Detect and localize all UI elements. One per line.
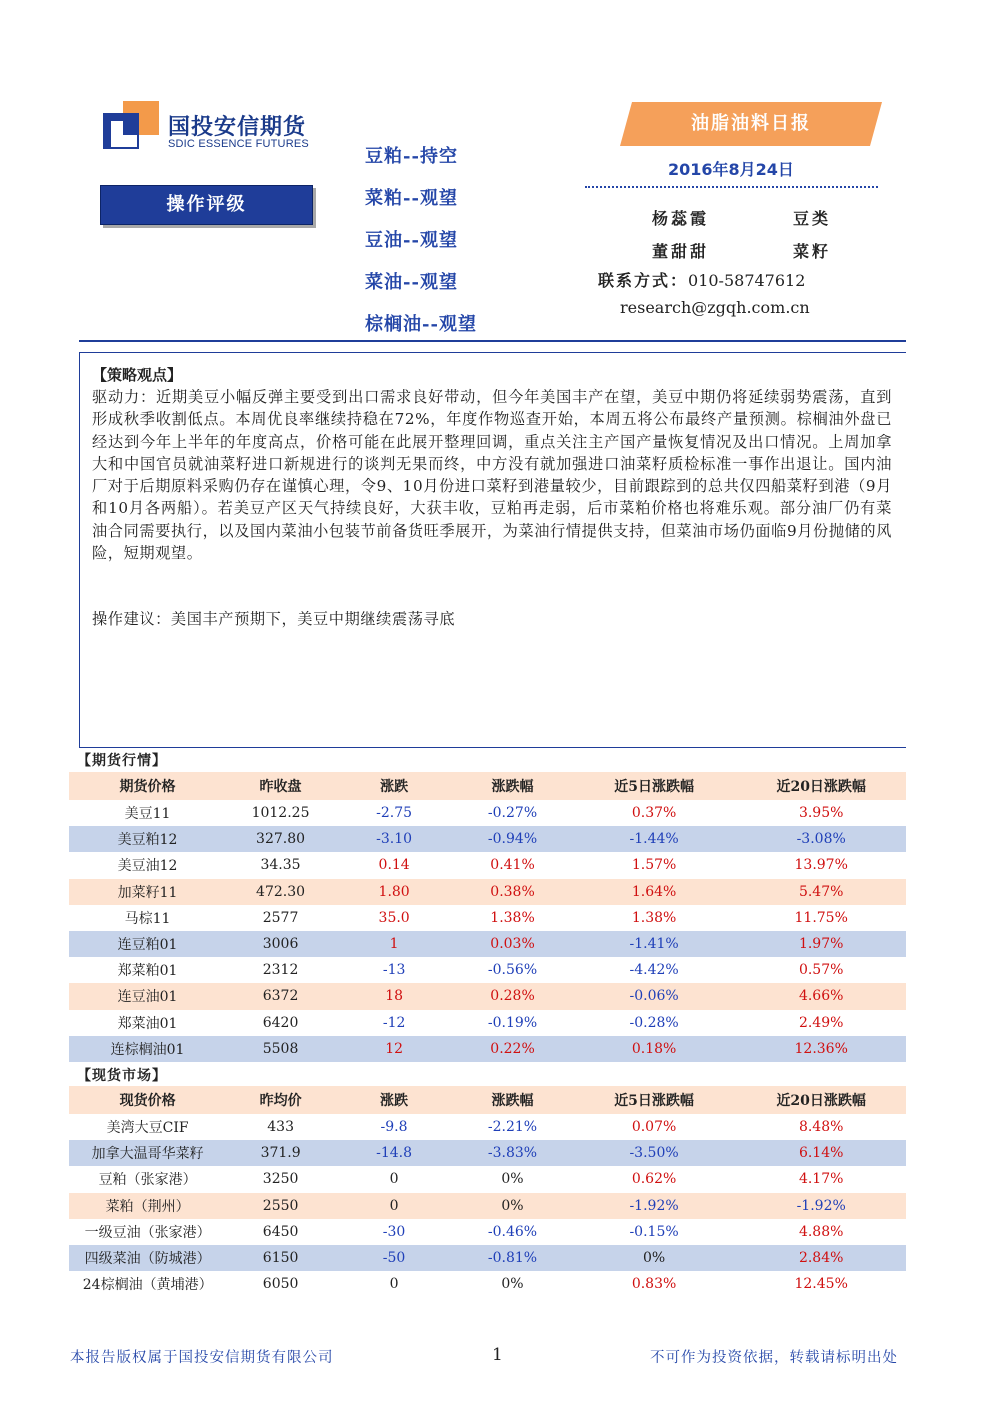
table-row <box>69 1114 906 1140</box>
table-cell: 0.38% <box>453 879 572 905</box>
instrument-name: 一级豆油（张家港） <box>84 1224 211 1241</box>
table-row <box>69 852 906 878</box>
instrument-name: 24棕榈油（黄埔港） <box>82 1277 213 1294</box>
table-cell: 6372 <box>226 983 335 1009</box>
table-cell: 0 <box>389 1276 399 1293</box>
column-header: 近20日涨跌幅 <box>736 1086 906 1114</box>
table-cell: 12.36% <box>736 1036 906 1062</box>
table-row <box>69 879 906 905</box>
table-cell: 1.64% <box>572 879 737 905</box>
instrument-name: 加菜籽11 <box>69 879 226 905</box>
table-row <box>69 1036 906 1062</box>
table-row <box>69 1219 906 1245</box>
contact-label: 联系方式： <box>598 271 689 290</box>
table-cell: -0.19% <box>487 1014 538 1031</box>
header-separator <box>79 340 906 342</box>
table-row <box>69 1010 906 1036</box>
table-cell: -3.08% <box>736 826 906 852</box>
rating-rapeseed-meal: 菜粕--观望 <box>365 188 458 209</box>
table-cell: -0.06% <box>572 983 737 1009</box>
table-cell: 0% <box>501 1276 524 1293</box>
futures-table <box>69 772 906 1062</box>
table-cell: 0.14 <box>378 857 410 874</box>
instrument-name: 美湾大豆CIF <box>106 1120 189 1137</box>
instrument-name: 美豆油12 <box>117 858 178 875</box>
table-cell: -4.42% <box>629 962 679 979</box>
report-date: 2016年8月24日 <box>668 160 794 179</box>
instrument-name: 连棕榈油01 <box>69 1036 226 1062</box>
table-cell: 0.28% <box>453 983 572 1009</box>
table-cell: 11.75% <box>794 909 848 926</box>
table-cell: 1.57% <box>631 857 677 874</box>
strategy-heading: 【策略观点】 <box>92 366 183 384</box>
rating-soy-oil: 豆油--观望 <box>365 230 458 251</box>
table-row <box>69 957 906 983</box>
table-cell: 1 <box>335 931 453 957</box>
instrument-name: 郑菜粕01 <box>117 963 178 980</box>
table-cell: -0.27% <box>487 805 538 822</box>
table-cell: -1.92% <box>736 1193 906 1219</box>
table-cell: 3.95% <box>798 805 844 822</box>
table-cell: 3006 <box>226 931 335 957</box>
table-cell: 2312 <box>262 962 299 979</box>
instrument-name: 四级菜油（防城港） <box>69 1245 226 1271</box>
logo-text-en: SDIC ESSENCE FUTURES <box>168 138 309 150</box>
table-cell: -1.44% <box>572 826 737 852</box>
table-cell: 6450 <box>262 1223 299 1240</box>
strategy-body: 驱动力：近期美豆小幅反弹主要受到出口需求良好带动，但今年美国丰产在望，美豆中期仍将延续弱势震荡，直到形成秋季收割低点。本周优良率继续持稳在72%，年度作物巡查开始，本周五将公布最终产量预测。棕榈油外盘已经达到今年上半年的年度高点，价格可能在此展开整理回调，重点关注主产国产量恢复情况及出口情况。上周加拿大和中国官员就油菜籽进口新规进行的谈判无果而终，中方没有就加强进口油菜籽质检标准一事作出退让。国内油厂对于后期原料采购仍存在谨慎心理，令9、10月份进口菜籽到港量较少，目前跟踪到的总共仅四船菜籽到港（9月和10月各两船）。若美豆产区天气持续良好，大获丰收，豆粕再走弱，后市菜粕价格也将难乐观。部分油厂仍有菜油合同需要执行，以及国内菜油小包装节前备货旺季展开，为菜油行情提供支持，但菜油市场仍面临9月份抛储的风险，短期观望。 <box>92 388 892 563</box>
table-cell: 472.30 <box>226 879 335 905</box>
column-header: 涨跌 <box>335 1086 453 1114</box>
table-cell: 5508 <box>226 1036 335 1062</box>
table-cell: 35.0 <box>378 909 410 926</box>
table-row <box>69 905 906 931</box>
table-cell: 433 <box>267 1119 294 1136</box>
column-header: 期货价格 <box>69 772 226 800</box>
table-cell: 8.48% <box>798 1119 844 1136</box>
table-cell: 1012.25 <box>251 805 310 822</box>
strategy-advice: 操作建议：美国丰产预期下，美豆中期继续震荡寻底 <box>92 610 456 628</box>
table-cell: 0.07% <box>631 1119 677 1136</box>
futures-section-title: 【期货行情】 <box>77 753 167 769</box>
footer-disclaimer: 不可作为投资依据，转载请标明出处 <box>650 1350 898 1366</box>
table-row <box>69 983 906 1009</box>
table-cell: 0 <box>335 1193 453 1219</box>
table-row <box>69 1271 906 1297</box>
table-cell: 1.38% <box>490 909 535 926</box>
contact-phone: 010-58747612 <box>688 271 806 290</box>
table-cell: 0.18% <box>572 1036 737 1062</box>
table-cell: 1.97% <box>736 931 906 957</box>
table-cell: 0 <box>389 1171 399 1188</box>
table-cell: 1.38% <box>631 909 677 926</box>
instrument-name: 美豆粕12 <box>69 826 226 852</box>
table-row <box>69 1193 906 1219</box>
table-cell: -12 <box>382 1014 406 1031</box>
table-cell: 371.9 <box>226 1140 335 1166</box>
spot-table <box>69 1086 906 1297</box>
instrument-name: 豆粕（张家港） <box>98 1172 197 1189</box>
table-cell: 6150 <box>226 1245 335 1271</box>
report-title: 油脂油料日报 <box>691 113 811 134</box>
instrument-name: 美豆11 <box>124 806 171 823</box>
table-cell: 0.57% <box>798 962 844 979</box>
column-header: 昨均价 <box>226 1086 335 1114</box>
column-header: 涨跌 <box>335 772 453 800</box>
contact-info <box>598 268 805 291</box>
table-cell: -0.28% <box>629 1014 679 1031</box>
author-name: 杨蕊霞 <box>652 209 710 228</box>
table-row <box>69 800 906 826</box>
author-name: 董甜甜 <box>652 242 710 261</box>
table-cell: -13 <box>382 962 406 979</box>
instrument-name: 加拿大温哥华菜籽 <box>69 1140 226 1166</box>
table-cell: 2.84% <box>736 1245 906 1271</box>
rating-rapeseed-oil: 菜油--观望 <box>365 272 458 293</box>
instrument-name: 连豆粕01 <box>69 931 226 957</box>
table-cell: 3250 <box>262 1171 299 1188</box>
table-cell: 4.17% <box>798 1171 844 1188</box>
table-cell: 13.97% <box>794 857 848 874</box>
table-cell: 4.88% <box>798 1223 844 1240</box>
table-cell: -0.56% <box>487 962 538 979</box>
table-cell: 0.03% <box>453 931 572 957</box>
table-cell: -2.75 <box>376 805 413 822</box>
spot-section-title: 【现货市场】 <box>77 1068 167 1084</box>
table-cell: -0.46% <box>487 1223 538 1240</box>
table-cell: 0.22% <box>453 1036 572 1062</box>
table-cell: 6050 <box>262 1276 299 1293</box>
table-cell: -0.81% <box>453 1245 572 1271</box>
table-cell: 2577 <box>262 909 299 926</box>
column-header: 现货价格 <box>69 1086 226 1114</box>
instrument-name: 连豆油01 <box>69 983 226 1009</box>
table-row <box>69 826 906 852</box>
table-cell: -14.8 <box>335 1140 453 1166</box>
table-cell: 12.45% <box>794 1276 848 1293</box>
table-cell: 4.66% <box>736 983 906 1009</box>
table-cell: 0.41% <box>490 857 535 874</box>
table-row <box>69 1140 906 1166</box>
table-cell: 34.35 <box>260 857 301 874</box>
table-cell: -50 <box>335 1245 453 1271</box>
rating-soymeal: 豆粕--持空 <box>365 146 458 167</box>
table-cell: 5.47% <box>736 879 906 905</box>
table-cell: -2.21% <box>487 1119 538 1136</box>
table-cell: -3.10 <box>335 826 453 852</box>
logo-text-cn: 国投安信期货 <box>168 115 307 140</box>
table-cell: 1.80 <box>335 879 453 905</box>
table-cell: -1.92% <box>572 1193 737 1219</box>
table-cell: -1.41% <box>572 931 737 957</box>
column-header: 涨跌幅 <box>453 1086 572 1114</box>
table-cell: 2.49% <box>798 1014 844 1031</box>
table-cell: -9.8 <box>380 1119 408 1136</box>
dotted-divider <box>585 186 878 188</box>
column-header: 涨跌幅 <box>453 772 572 800</box>
column-header: 近5日涨跌幅 <box>572 1086 737 1114</box>
contact-email: research@zgqh.com.cn <box>620 298 810 317</box>
table-cell: 6420 <box>262 1014 299 1031</box>
instrument-name: 菜粕（荆州） <box>69 1193 226 1219</box>
table-row <box>69 1166 906 1192</box>
rating-label-box: 操作评级 <box>100 185 313 225</box>
table-cell: 327.80 <box>226 826 335 852</box>
column-header: 近20日涨跌幅 <box>736 772 906 800</box>
table-cell: 0% <box>572 1245 737 1271</box>
author-field: 菜籽 <box>793 242 832 261</box>
author-field: 豆类 <box>793 209 832 228</box>
page-number: 1 <box>492 1345 503 1365</box>
table-cell: 18 <box>335 983 453 1009</box>
table-cell: 6.14% <box>736 1140 906 1166</box>
column-header: 昨收盘 <box>226 772 335 800</box>
table-cell: 0% <box>501 1171 524 1188</box>
table-cell: -30 <box>382 1223 406 1240</box>
table-cell: -0.15% <box>629 1223 679 1240</box>
rating-palm-oil: 棕榈油--观望 <box>365 314 477 335</box>
table-cell: -3.50% <box>572 1140 737 1166</box>
table-cell: -0.94% <box>453 826 572 852</box>
instrument-name: 马棕11 <box>124 910 171 927</box>
footer-copyright: 本报告版权属于国投安信期货有限公司 <box>70 1350 334 1366</box>
table-cell: 2550 <box>226 1193 335 1219</box>
table-cell: 0.83% <box>631 1276 677 1293</box>
table-cell: 12 <box>335 1036 453 1062</box>
table-row <box>69 931 906 957</box>
table-cell: 0.37% <box>631 805 677 822</box>
instrument-name: 郑菜油01 <box>117 1015 178 1032</box>
column-header: 近5日涨跌幅 <box>572 772 737 800</box>
company-logo-icon <box>103 101 161 151</box>
table-cell: -3.83% <box>453 1140 572 1166</box>
table-row <box>69 1245 906 1271</box>
table-cell: 0% <box>453 1193 572 1219</box>
table-cell: 0.62% <box>631 1171 677 1188</box>
